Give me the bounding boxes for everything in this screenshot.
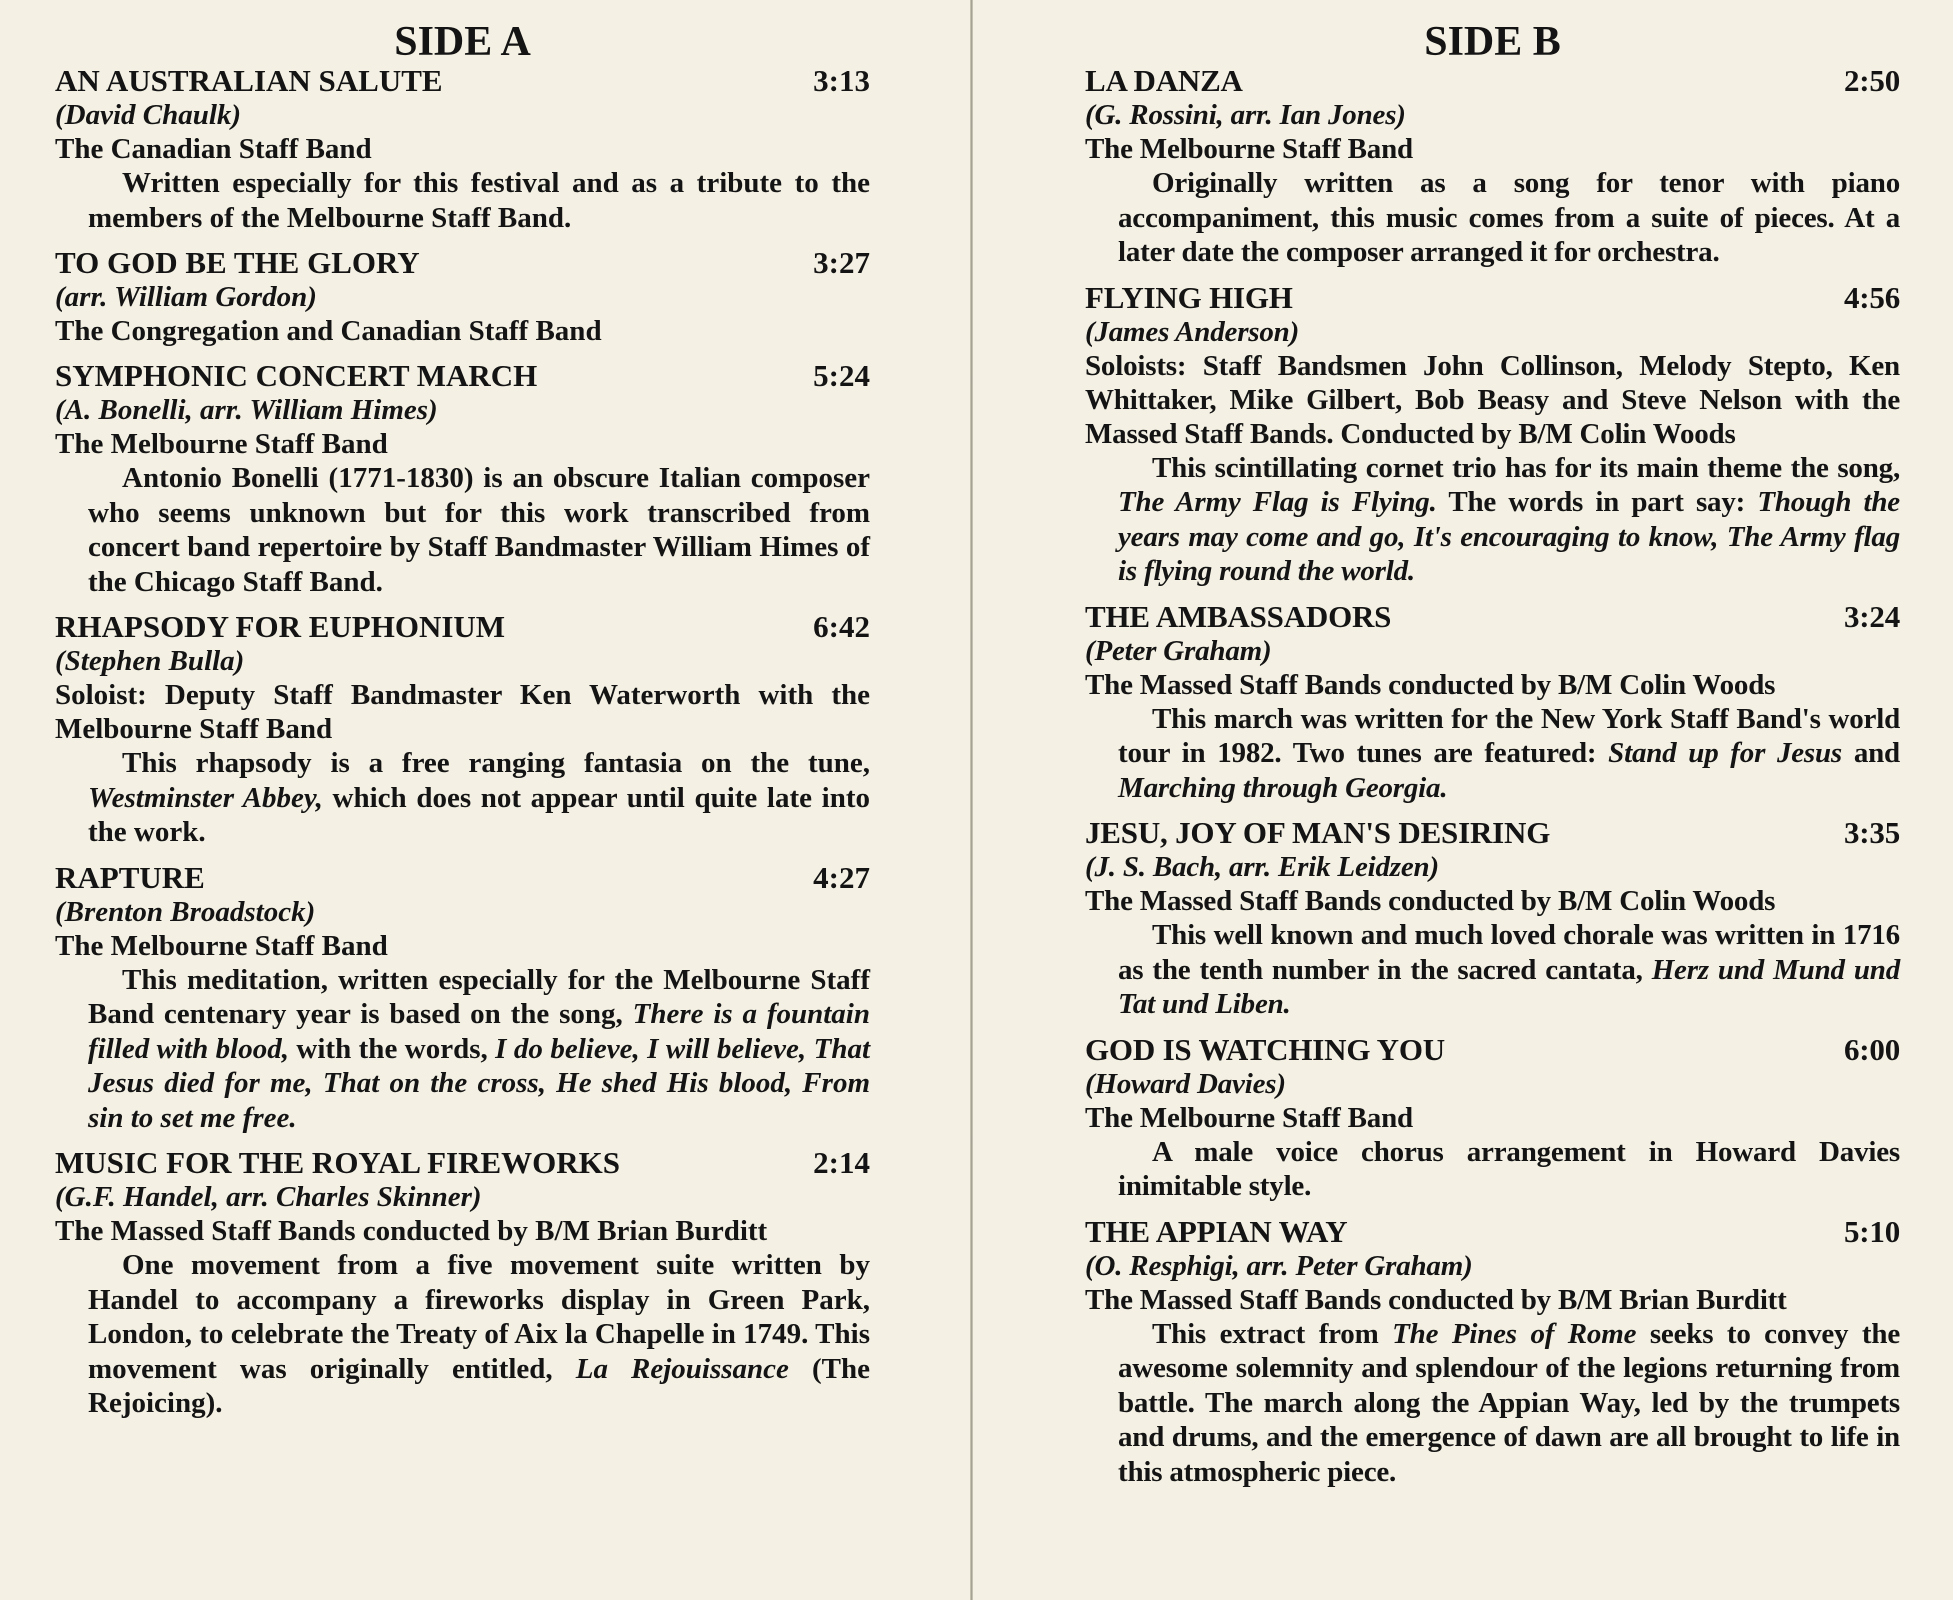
description-italic: Herz und Mund und Tat und Liben.: [1118, 953, 1900, 1020]
track-title: JESU, JOY OF MAN'S DESIRING: [1085, 815, 1551, 850]
track-description: Written especially for this festival and as a tribute to the members of the Melbourne Staff Band.: [88, 167, 870, 234]
track-performer: The Canadian Staff Band: [55, 133, 372, 165]
description-text: This well known and much loved chorale was written in 1716 as the tenth number in the sacred cantata,: [1118, 919, 1900, 986]
track-title: FLYING HIGH: [1085, 279, 1293, 315]
track-performer: The Massed Staff Bands conducted by B/M Brian Burditt: [1085, 1283, 1787, 1316]
track-description: [55, 1248, 870, 1421]
track-header: [55, 1146, 870, 1180]
track-duration: 2:50: [1843, 63, 1900, 98]
side-b-column: [1085, 20, 1900, 1500]
description-italic: There is a fountain filled with blood,: [88, 998, 870, 1065]
track-description: A male voice chorus arrangement in Howard Davies inimitable style.: [1118, 1135, 1900, 1202]
track-title: AN AUSTRALIAN SALUTE: [55, 63, 443, 98]
description-text: The words in part say:: [1436, 486, 1758, 518]
track-credit: (Brenton Broadstock): [55, 895, 316, 928]
side-b-title: SIDE B: [1424, 19, 1561, 65]
track-credit: (Stephen Bulla): [55, 645, 245, 677]
track-title: RHAPSODY FOR EUPHONIUM: [55, 609, 506, 644]
track-credit: (J. S. Bach, arr. Erik Leidzen): [1085, 851, 1439, 883]
track-performer: Soloist: Deputy Staff Bandmaster Ken Waterworth with the Melbourne Staff Band: [55, 679, 870, 745]
description-italic: The Army Flag is Flying.: [1118, 486, 1437, 518]
description-text: This rhapsody is a free ranging fantasia on the tune,: [122, 747, 870, 779]
description-italic: I do believe, I will believe, That Jesus died for me, That on the cross, He shed His blood, From sin to set me free.: [88, 1032, 871, 1134]
track-header: [1085, 816, 1900, 850]
track-performer: The Congregation and Canadian Staff Band: [55, 315, 602, 347]
track-credit: (Howard Davies): [1085, 1067, 1286, 1100]
track-description: [55, 963, 870, 1136]
track-jesu-joy-of-mans-desiring: [1085, 816, 1900, 1022]
description-text: and: [1842, 737, 1900, 769]
track-performer: The Massed Staff Bands conducted by B/M Brian Burditt: [55, 1215, 768, 1247]
track-credit: (arr. William Gordon): [55, 281, 317, 313]
description-italic: Stand up for Jesus: [1608, 737, 1843, 769]
track-credit: (G.F. Handel, arr. Charles Skinner): [55, 1181, 482, 1213]
track-description: [1085, 1317, 1900, 1490]
track-performer: The Massed Staff Bands conducted by B/M Colin Woods: [1085, 885, 1776, 917]
track-title: MUSIC FOR THE ROYAL FIREWORKS: [55, 1145, 620, 1180]
track-credit: (Peter Graham): [1085, 634, 1272, 667]
track-la-danza: [1085, 64, 1900, 270]
track-header: [1085, 64, 1900, 98]
description-italic: Though the years may come and go, It's encouraging to know, The Army flag is flying round the world.: [1118, 486, 1900, 587]
track-performer: The Melbourne Staff Band: [1085, 1101, 1413, 1134]
track-header: [1085, 1215, 1900, 1249]
track-title: GOD IS WATCHING YOU: [1085, 1031, 1445, 1067]
track-to-god-be-the-glory: [55, 246, 870, 348]
track-header: [1085, 281, 1900, 315]
track-credit: (G. Rossini, arr. Ian Jones): [1085, 99, 1406, 131]
track-description: Antonio Bonelli (1771-1830) is an obscure Italian composer who seems unknown but for this work transcribed from concert band repertoire by Staff Bandmaster William Himes of the Chicago Staff Band.: [88, 462, 870, 598]
description-italic: La Rejouissance: [575, 1352, 789, 1385]
track-title: RAPTURE: [55, 859, 205, 895]
track-description: Originally written as a song for tenor with piano accompaniment, this music comes from a suite of pieces. At a later date the composer arranged it for orchestra.: [1118, 167, 1900, 268]
track-credit: (David Chaulk): [55, 99, 242, 131]
track-duration: 4:27: [813, 859, 870, 895]
description-text: which does not appear until quite late into the work.: [88, 781, 870, 848]
description-text: (The Rejoicing).: [88, 1352, 871, 1419]
track-flying-high: [1085, 281, 1900, 589]
track-description: [1085, 918, 1900, 1022]
track-description: [1085, 451, 1900, 589]
description-italic: Westminster Abbey,: [88, 781, 323, 814]
track-the-appian-way: [1085, 1215, 1900, 1490]
description-italic: The Pines of Rome: [1392, 1317, 1637, 1350]
track-credit: (O. Resphigi, arr. Peter Graham): [1085, 1249, 1473, 1282]
track-god-is-watching-you: [1085, 1033, 1900, 1204]
track-the-ambassadors: [1085, 600, 1900, 806]
track-performer: The Melbourne Staff Band: [55, 929, 388, 962]
track-header: [55, 861, 870, 895]
track-duration: 3:13: [813, 63, 870, 98]
track-duration: 3:35: [1843, 815, 1900, 850]
track-header: [55, 359, 870, 393]
description-text: One movement from a five movement suite written by Handel to accompany a fireworks display in Green Park, London, to celebrate the Treaty of Aix la Chapelle in 1749. This movement was originally entitled,: [88, 1249, 870, 1385]
track-performer: Soloists: Staff Bandsmen John Collinson, Melody Stepto, Ken Whittaker, Mike Gilbert, Bob Beasy and Steve Nelson with the Massed Staff Bands. Conducted by B/M Colin Woods: [1085, 349, 1900, 450]
track-duration: 6:00: [1843, 1031, 1900, 1067]
track-performer: The Massed Staff Bands conducted by B/M Colin Woods: [1085, 668, 1776, 701]
track-symphonic-concert-march: [55, 359, 870, 599]
track-header: [55, 64, 870, 98]
description-text: This march was written for the New York Staff Band's world tour in 1982. Two tunes are featured:: [1118, 702, 1900, 769]
track-music-for-the-royal-fireworks: [55, 1146, 870, 1421]
track-duration: 3:24: [1843, 598, 1900, 634]
track-rapture: [55, 861, 870, 1136]
track-title: SYMPHONIC CONCERT MARCH: [55, 358, 538, 393]
track-performer: The Melbourne Staff Band: [1085, 133, 1413, 165]
track-duration: 3:27: [813, 245, 870, 280]
description-text: with the words,: [288, 1032, 496, 1065]
track-description: [55, 746, 870, 850]
track-credit: (A. Bonelli, arr. William Himes): [55, 394, 438, 426]
page-fold-divider: [970, 0, 973, 1600]
track-header: [55, 610, 870, 644]
track-title: THE APPIAN WAY: [1085, 1213, 1348, 1249]
track-rhapsody-for-euphonium: [55, 610, 870, 850]
track-title: THE AMBASSADORS: [1085, 598, 1392, 634]
track-duration: 4:56: [1843, 279, 1900, 315]
track-header: [1085, 600, 1900, 634]
track-title: LA DANZA: [1085, 63, 1243, 98]
track-description: [1085, 702, 1900, 806]
track-header: [55, 246, 870, 280]
track-title: TO GOD BE THE GLORY: [55, 245, 420, 280]
side-a-title: SIDE A: [394, 19, 531, 65]
description-italic: Marching through Georgia.: [1118, 771, 1448, 804]
description-text: This scintillating cornet trio has for its main theme the song,: [1152, 451, 1900, 484]
track-duration: 5:10: [1843, 1213, 1900, 1249]
track-performer: The Melbourne Staff Band: [55, 428, 388, 460]
track-duration: 5:24: [813, 358, 870, 393]
description-text: This meditation, written especially for the Melbourne Staff Band centenary year is based on the song,: [88, 963, 870, 1030]
track-header: [1085, 1033, 1900, 1067]
description-text: seeks to convey the awesome solemnity and splendour of the legions returning from battle. The march along the Appian Way, led by the trumpets and drums, and the emergence of dawn are all brought to life in this atmospheric piece.: [1118, 1317, 1900, 1488]
description-text: This extract from: [1152, 1317, 1393, 1350]
track-credit: (James Anderson): [1085, 315, 1300, 348]
side-a-column: [55, 20, 870, 1432]
track-an-australian-salute: [55, 64, 870, 235]
track-duration: 6:42: [813, 609, 870, 644]
track-duration: 2:14: [813, 1145, 870, 1180]
